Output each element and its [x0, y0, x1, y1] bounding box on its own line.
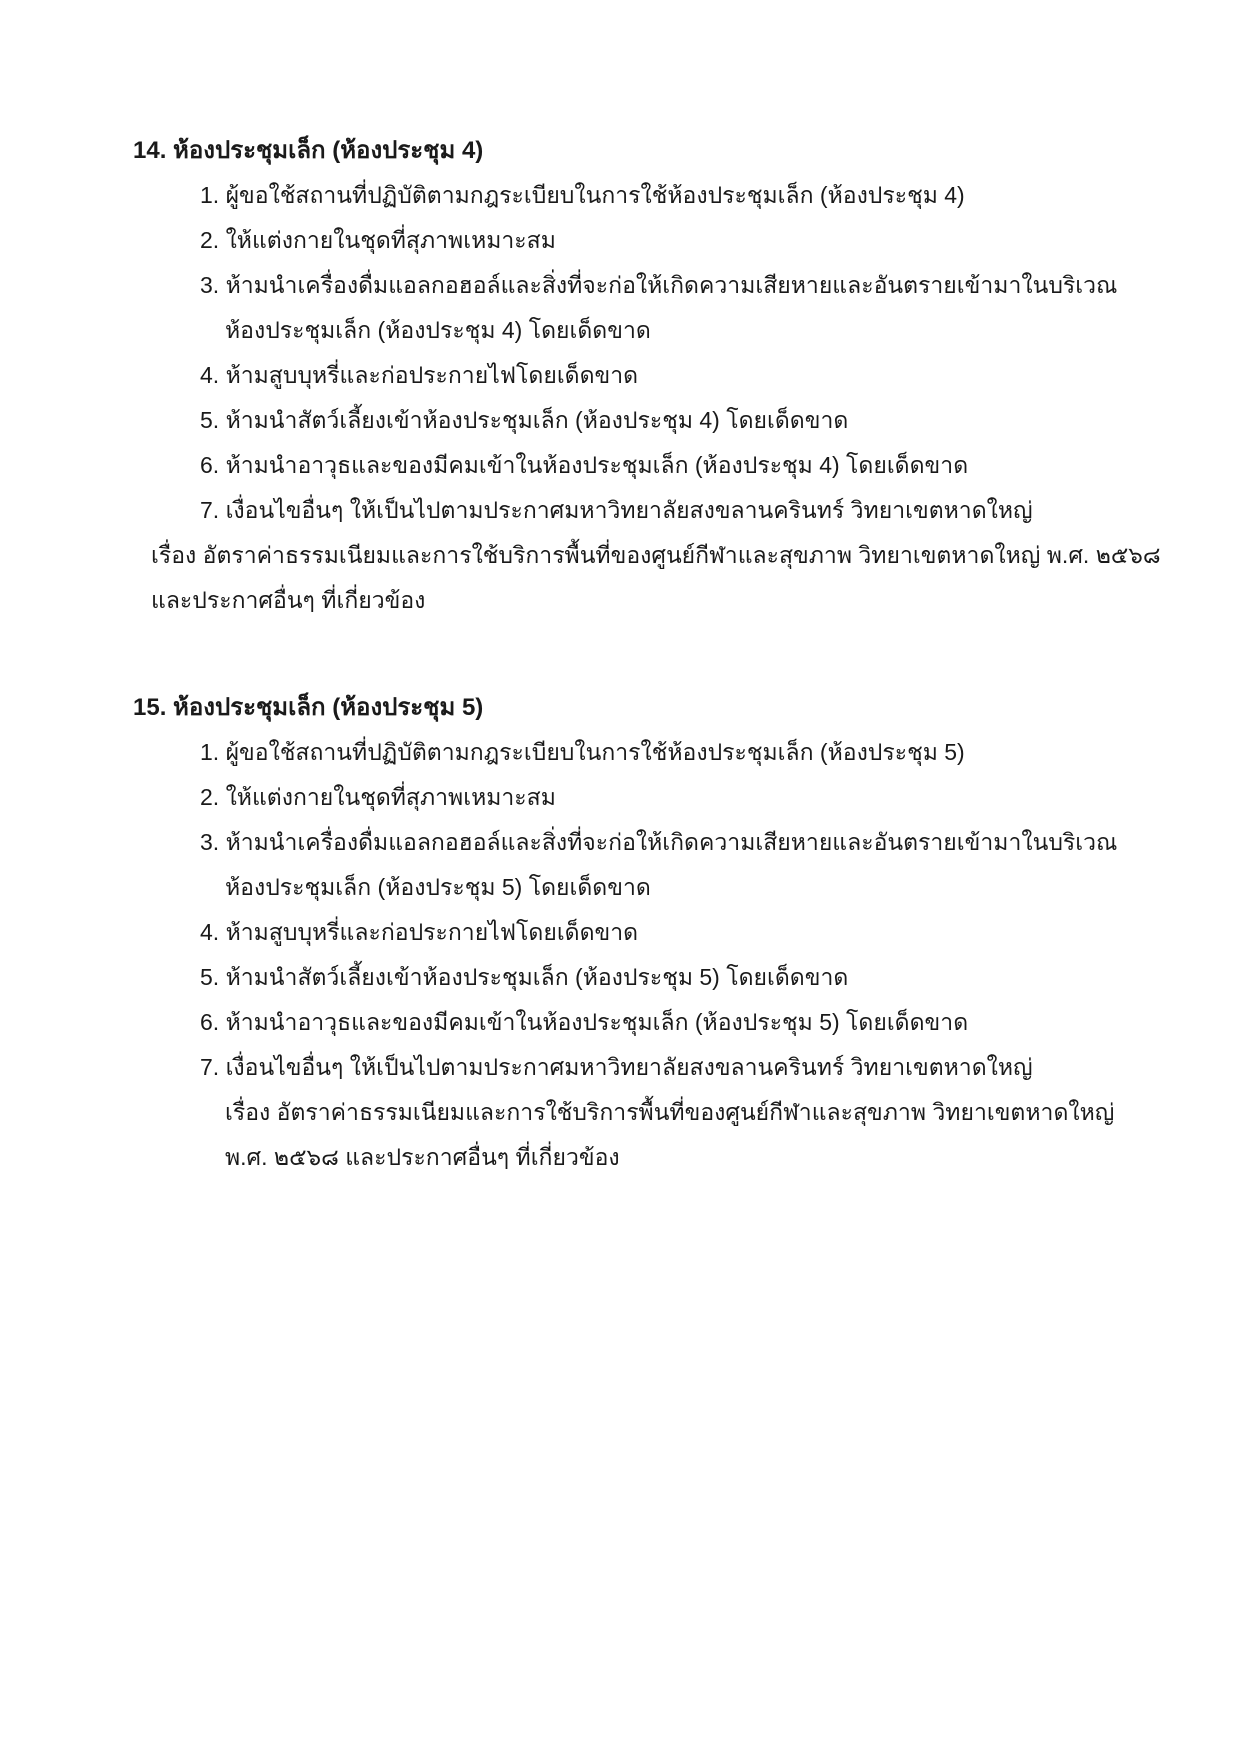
- rule-line-wrap: ห้องประชุมเล็ก (ห้องประชุม 5) โดยเด็ดขาด: [225, 874, 651, 900]
- rule-line: 3. ห้ามนำเครื่องดื่มแอลกอฮอล์และสิ่งที่จะก่อให้เกิดความเสียหายและอันตรายเข้ามาในบริเวณ: [200, 829, 1118, 855]
- rule-line: 1. ผู้ขอใช้สถานที่ปฏิบัติตามกฎระเบียบในการใช้ห้องประชุมเล็ก (ห้องประชุม 5): [200, 739, 965, 765]
- section-14: [133, 128, 1161, 623]
- rule-line: 2. ให้แต่งกายในชุดที่สุภาพเหมาะสม: [200, 227, 556, 253]
- section-15: [133, 685, 1141, 1180]
- rule-line-wrap: และประกาศอื่นๆ ที่เกี่ยวข้อง: [151, 587, 426, 613]
- rule-line: 7. เงื่อนไขอื่นๆ ให้เป็นไปตามประกาศมหาวิทยาลัยสงขลานครินทร์ วิทยาเขตหาดใหญ่: [200, 1054, 1033, 1080]
- rule-line-wrap: ห้องประชุมเล็ก (ห้องประชุม 4) โดยเด็ดขาด: [225, 317, 651, 343]
- rule-line: 4. ห้ามสูบบุหรี่และก่อประกายไฟโดยเด็ดขาด: [200, 919, 639, 945]
- rule-line: 3. ห้ามนำเครื่องดื่มแอลกอฮอล์และสิ่งที่จะก่อให้เกิดความเสียหายและอันตรายเข้ามาในบริเวณ: [200, 272, 1118, 298]
- rule-line-wrap: เรื่อง อัตราค่าธรรมเนียมและการใช้บริการพื้นที่ของศูนย์กีฬาและสุขภาพ วิทยาเขตหาดใหญ่: [225, 1099, 1115, 1125]
- rule-line: 7. เงื่อนไขอื่นๆ ให้เป็นไปตามประกาศมหาวิทยาลัยสงขลานครินทร์ วิทยาเขตหาดใหญ่: [200, 497, 1033, 523]
- rule-line: 1. ผู้ขอใช้สถานที่ปฏิบัติตามกฎระเบียบในการใช้ห้องประชุมเล็ก (ห้องประชุม 4): [200, 182, 965, 208]
- rule-line: 6. ห้ามนำอาวุธและของมีคมเข้าในห้องประชุมเล็ก (ห้องประชุม 5) โดยเด็ดขาด: [200, 1009, 969, 1035]
- rule-line: 5. ห้ามนำสัตว์เลี้ยงเข้าห้องประชุมเล็ก (ห้องประชุม 4) โดยเด็ดขาด: [200, 407, 849, 433]
- document-content: [133, 128, 1161, 1180]
- section-heading: 14. ห้องประชุมเล็ก (ห้องประชุม 4): [133, 137, 484, 164]
- rule-line: 5. ห้ามนำสัตว์เลี้ยงเข้าห้องประชุมเล็ก (ห้องประชุม 5) โดยเด็ดขาด: [200, 964, 849, 990]
- rule-line: 2. ให้แต่งกายในชุดที่สุภาพเหมาะสม: [200, 784, 556, 810]
- rule-line: 6. ห้ามนำอาวุธและของมีคมเข้าในห้องประชุมเล็ก (ห้องประชุม 4) โดยเด็ดขาด: [200, 452, 969, 478]
- rule-line-wrap: พ.ศ. ๒๕๖๘ และประกาศอื่นๆ ที่เกี่ยวข้อง: [225, 1144, 620, 1170]
- section-heading: 15. ห้องประชุมเล็ก (ห้องประชุม 5): [133, 694, 484, 721]
- rule-line-wrap: เรื่อง อัตราค่าธรรมเนียมและการใช้บริการพื้นที่ของศูนย์กีฬาและสุขภาพ วิทยาเขตหาดใหญ่ พ.ศ. ๒๕๖๘: [151, 542, 1161, 568]
- rule-line: 4. ห้ามสูบบุหรี่และก่อประกายไฟโดยเด็ดขาด: [200, 362, 639, 388]
